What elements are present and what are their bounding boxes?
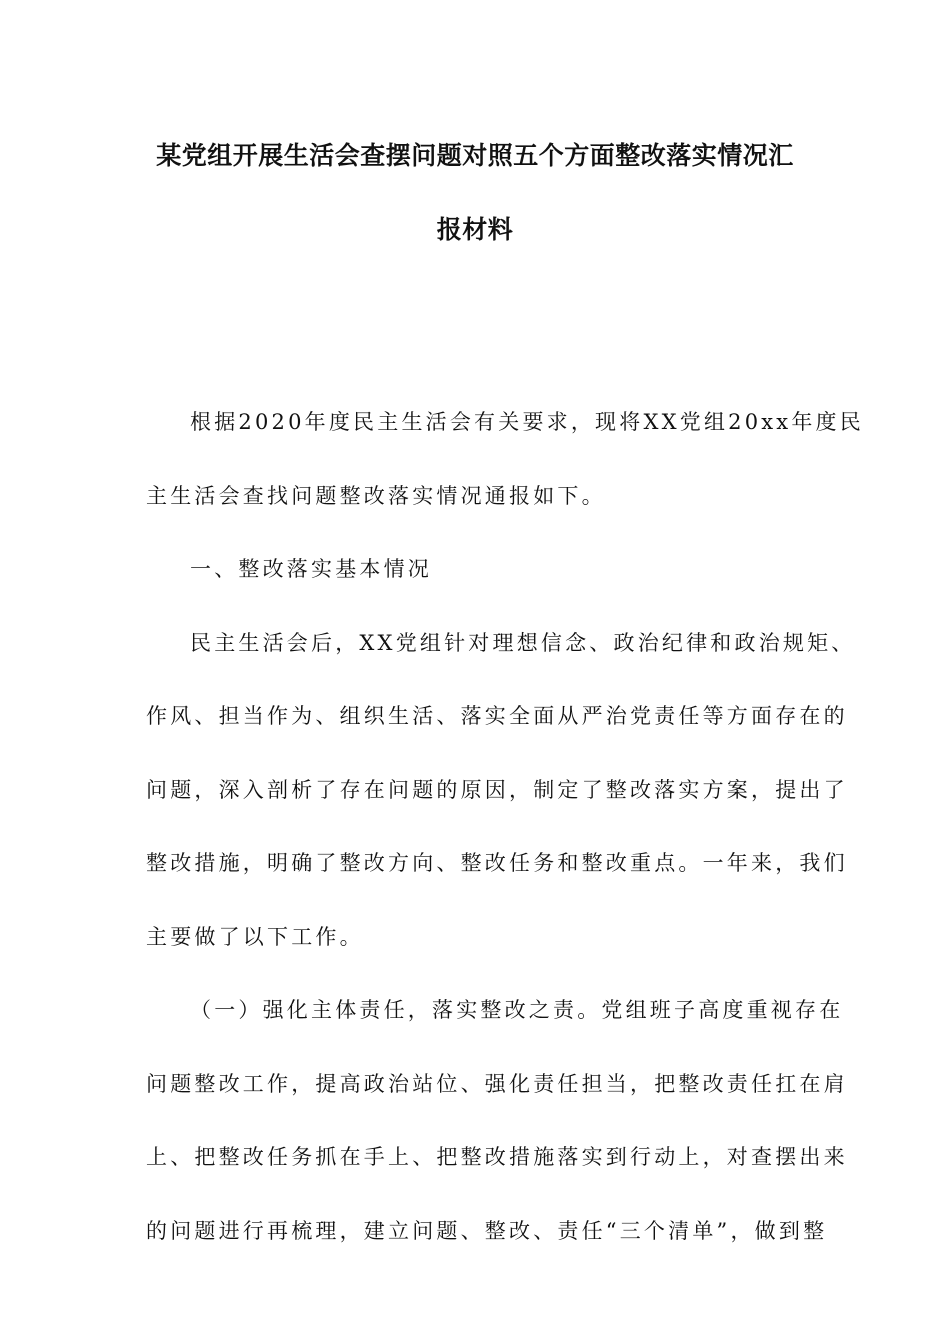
- paragraph-line: 的问题进行再梳理，建立问题、整改、责任“三个清单”，做到整: [146, 1218, 828, 1243]
- paragraph-line: 民主生活会后，XX党组针对理想信念、政治纪律和政治规矩、: [190, 630, 856, 655]
- document-title-line-1: 某党组开展生活会查摆问题对照五个方面整改落实情况汇: [156, 141, 794, 170]
- section-heading: 一、整改落实基本情况: [190, 557, 432, 581]
- paragraph-line: 主要做了以下工作。: [146, 924, 364, 949]
- paragraph-line: 上、把整改任务抓在手上、把整改措施落实到行动上，对查摆出来: [146, 1145, 848, 1169]
- paragraph-line: （一）强化主体责任，落实整改之责。党组班子高度重视存在: [190, 998, 844, 1022]
- document-body: [146, 386, 864, 1268]
- paragraph-line: 问题整改工作，提高政治站位、强化责任担当，把整改责任扛在肩: [146, 1071, 848, 1096]
- paragraph-line: 作风、担当作为、组织生活、落实全面从严治党责任等方面存在的: [146, 704, 848, 728]
- paragraph-line: 主生活会查找问题整改落实情况通报如下。: [146, 483, 606, 508]
- paragraph-line: 问题，深入剖析了存在问题的原因，制定了整改落实方案，提出了: [146, 777, 848, 802]
- document-title-line-2: 报材料: [436, 215, 514, 244]
- paragraph-line: 根据2020年度民主生活会有关要求，现将XX党组20xx年度民: [190, 410, 864, 434]
- paragraph-line: 整改措施，明确了整改方向、整改任务和整改重点。一年来，我们: [146, 851, 848, 875]
